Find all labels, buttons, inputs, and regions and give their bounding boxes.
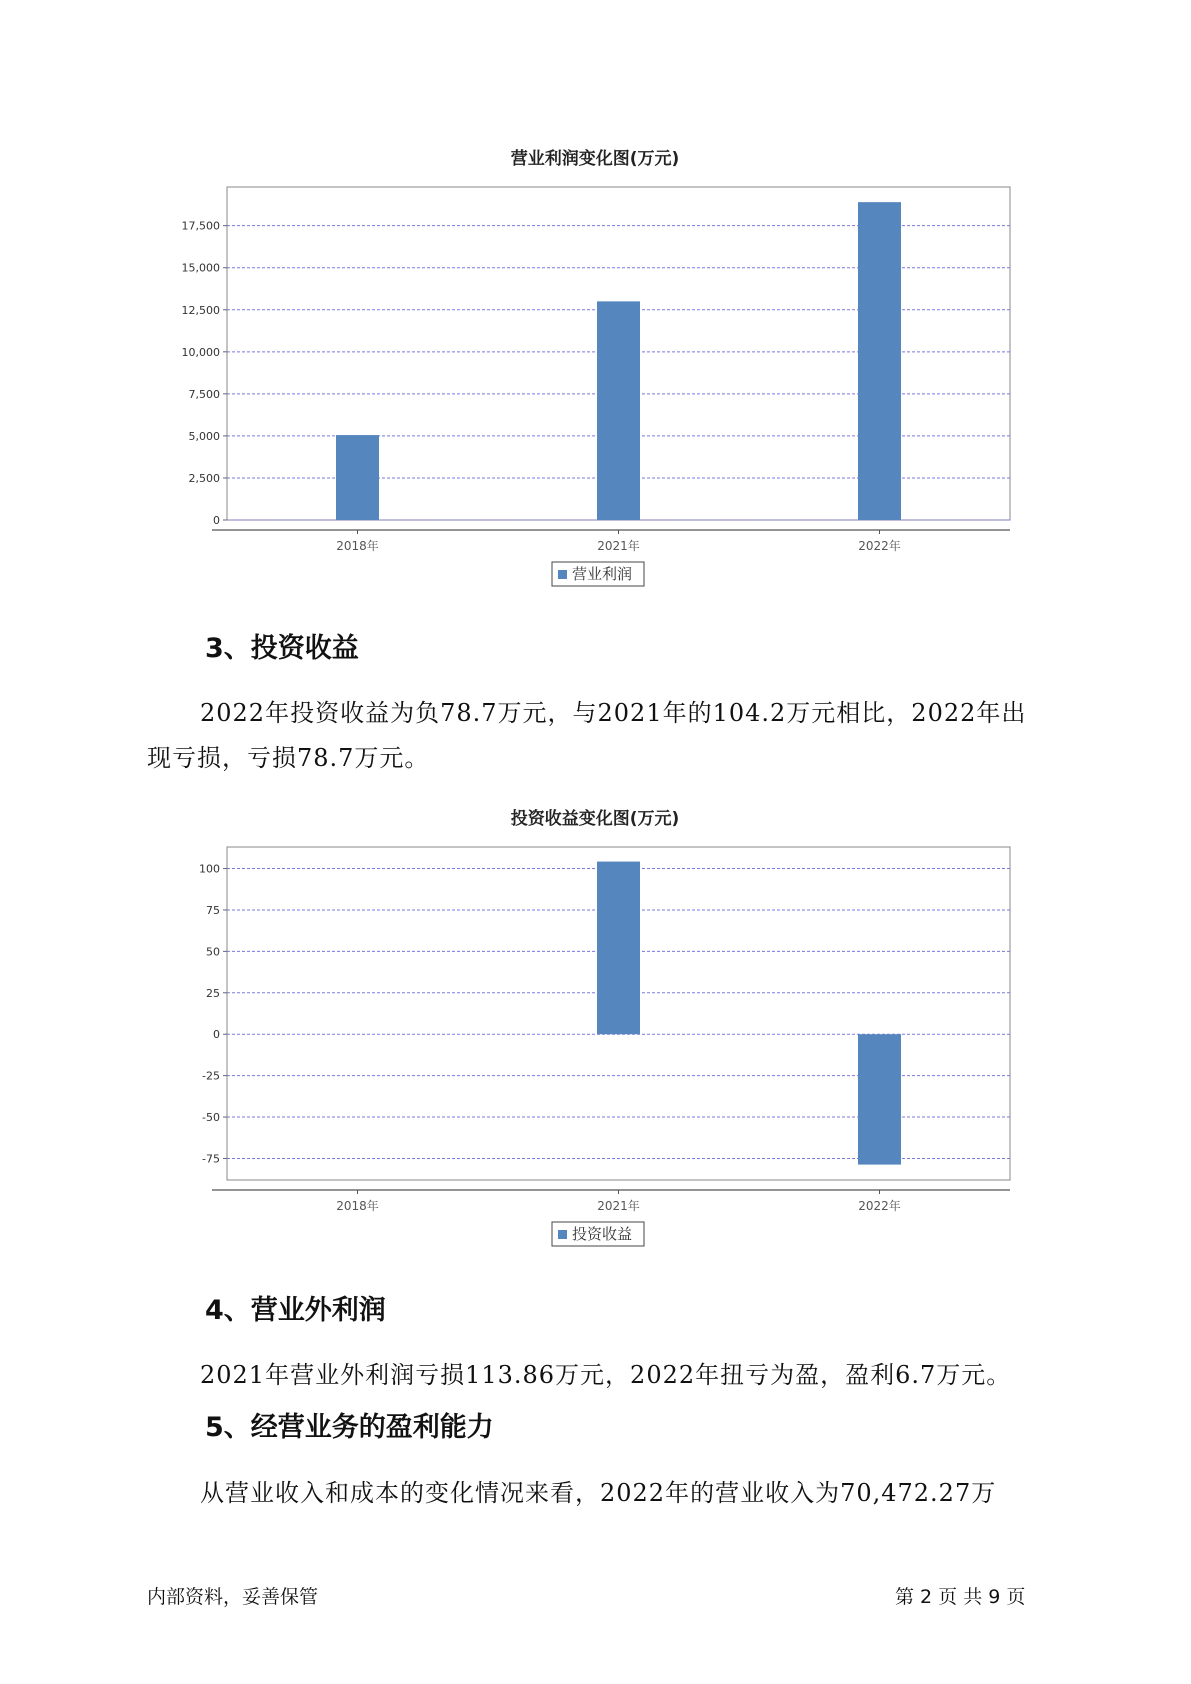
y-tick-label: 100 [199,862,220,876]
legend-label: 投资收益 [572,1225,633,1243]
y-tick-label: 50 [206,945,220,959]
section-heading-investment-income: 3、投资收益 [205,633,359,664]
footer-confidential-note: 内部资料，妥善保管 [147,1586,319,1608]
y-tick-label: 10,000 [181,345,220,359]
y-tick-label: 0 [213,514,220,527]
paragraph-line: 从营业收入和成本的变化情况来看，2022年的营业收入为70,472.27万 [200,1479,997,1507]
x-tick-label: 2021年 [597,1199,640,1213]
legend-label: 营业利润 [572,565,633,583]
y-tick-label: 7,500 [188,387,220,401]
section-heading-profitability: 5、经营业务的盈利能力 [205,1412,494,1443]
bar [597,301,640,520]
chart-title: 投资收益变化图(万元) [510,809,680,829]
x-tick-label: 2018年 [336,539,379,553]
bar [336,435,379,520]
operating-profit-chart [170,140,1020,600]
y-tick-label: -25 [202,1069,220,1083]
y-tick-label: 5,000 [188,429,220,443]
chart-svg [170,180,1020,620]
x-tick-label: 2022年 [858,539,901,553]
chart-svg [170,840,1020,1280]
y-tick-label: 75 [206,903,220,917]
y-tick-label: 15,000 [181,261,220,275]
investment-income-chart [170,800,1020,1260]
y-tick-label: -75 [202,1152,220,1166]
y-tick-label: -50 [202,1111,220,1125]
paragraph-line: 2022年投资收益为负78.7万元，与2021年的104.2万元相比，2022年出 [200,699,1027,727]
legend-swatch [558,1230,567,1239]
legend [552,562,644,586]
section-heading-non-operating-profit: 4、营业外利润 [205,1295,386,1326]
chart-title: 营业利润变化图(万元) [510,149,680,169]
paragraph-line: 2021年营业外利润亏损113.86万元，2022年扭亏为盈，盈利6.7万元。 [200,1361,1012,1389]
legend [552,1222,644,1246]
y-tick-label: 0 [213,1028,220,1042]
y-tick-label: 12,500 [181,303,220,317]
y-tick-label: 25 [206,986,220,1000]
bar [858,1034,901,1164]
paragraph-line: 现亏损，亏损78.7万元。 [147,744,430,772]
bar [597,862,640,1035]
legend-swatch [558,570,567,579]
bar [858,202,901,520]
y-tick-label: 2,500 [188,471,220,485]
x-tick-label: 2021年 [597,539,640,553]
y-tick-label: 17,500 [181,219,220,233]
x-tick-label: 2018年 [336,1199,379,1213]
x-tick-label: 2022年 [858,1199,901,1213]
footer-page-number: 第 2 页 共 9 页 [895,1586,1026,1608]
